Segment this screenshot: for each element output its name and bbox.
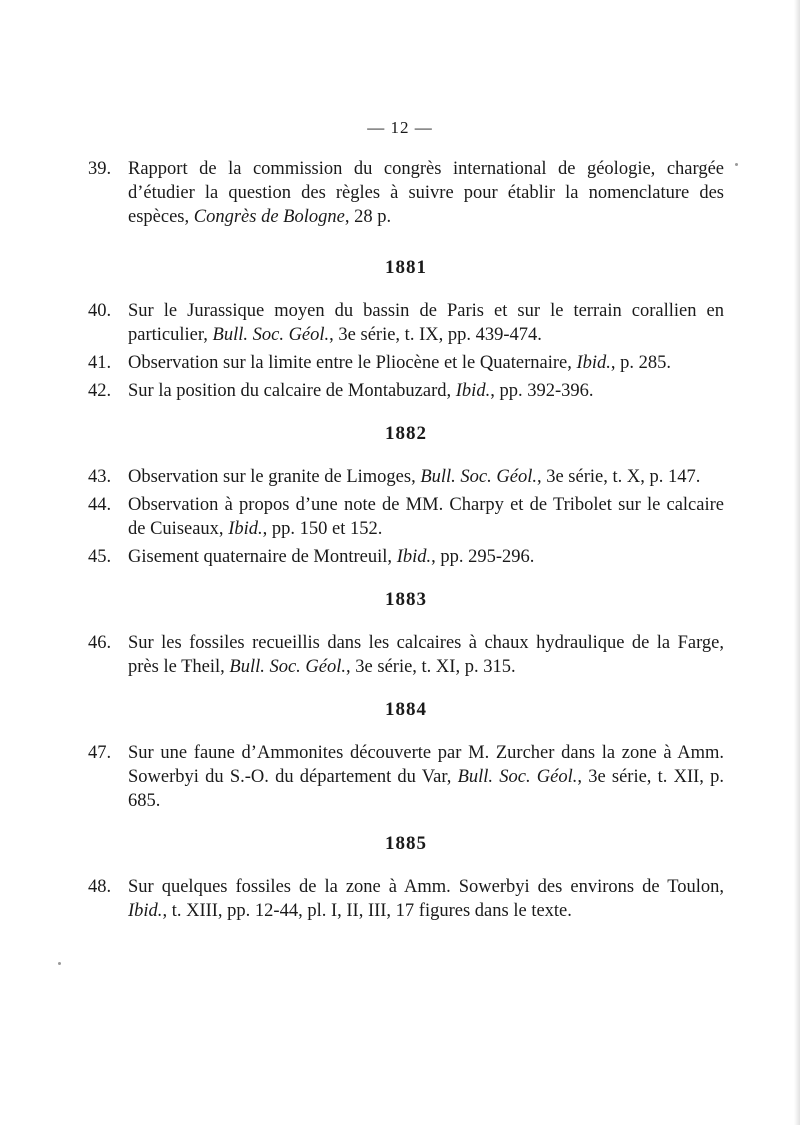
page-number: — 12 — — [367, 118, 433, 137]
entry-text-run: Sur quelques fossiles de la zone à Amm. Sowerbyi des environs de Toulon, — [128, 877, 724, 897]
entry-number: 47. — [88, 743, 112, 763]
year-heading: 1884 — [385, 699, 427, 720]
bibliography-entry — [88, 741, 724, 813]
entry-number: 44. — [88, 495, 112, 515]
bibliography-list — [88, 157, 724, 927]
paper-speck — [58, 962, 61, 965]
entry-text — [128, 351, 724, 375]
entry-number: 40. — [88, 301, 112, 321]
entry-text — [128, 875, 724, 923]
entry-text-run: Observation sur le granite de Limoges, — [128, 467, 421, 487]
entry-text — [128, 379, 724, 403]
citation-title: Ibid. — [576, 353, 611, 373]
bibliography-entry — [88, 465, 724, 489]
bibliography-entry — [88, 545, 724, 569]
bibliography-entry — [88, 631, 724, 679]
entry-text-run: , t. XIII, pp. 12-44, pl. I, II, III, 17 figures dans le texte. — [162, 901, 572, 921]
entry-text-run: Sur le Jurassique moyen du bassin de Paris et sur le terrain corallien en particulier, — [128, 301, 724, 345]
bibliography-entry — [88, 379, 724, 403]
page-edge-shadow — [794, 0, 800, 1125]
citation-title: Ibid. — [128, 901, 163, 921]
bibliography-entry — [88, 157, 724, 229]
paper-speck — [735, 163, 738, 166]
entry-text-run: Sur une faune d’Ammonites découverte par M. Zurcher dans la zone à Amm. Sowerbyi du S.-O. du département du Var, — [128, 743, 724, 787]
entry-text-run: , pp. 150 et 152. — [262, 519, 383, 539]
bibliography-entry — [88, 299, 724, 347]
entry-text-run: Rapport de la commission du congrès international de géologie, chargée d’étudier la question des règles à suivre pour établir la nomenclature des espèces, — [128, 159, 724, 227]
entry-number: 43. — [88, 467, 112, 487]
year-heading: 1885 — [385, 833, 427, 854]
citation-title: Ibid. — [396, 547, 432, 567]
entry-text-run: , 3e série, t. IX, pp. 439-474. — [329, 325, 542, 345]
entry-number: 45. — [88, 547, 112, 567]
entry-text-run: , pp. 295-296. — [431, 547, 535, 567]
entry-text-run: Gisement quaternaire de Montreuil, — [128, 547, 397, 567]
entry-text — [128, 631, 724, 679]
year-heading: 1883 — [385, 589, 427, 610]
entry-text-run: Observation à propos d’une note de MM. Charpy et de Tribolet sur le calcaire de Cuiseaux, — [128, 495, 724, 539]
year-heading: 1882 — [385, 423, 427, 444]
citation-title: Bull. Soc. Géol. — [212, 325, 330, 345]
entry-text — [128, 157, 724, 229]
entry-text — [128, 493, 724, 541]
entry-text-run: , 28 p. — [344, 207, 392, 227]
entry-text-run: , p. 285. — [610, 353, 672, 373]
entry-text — [128, 465, 724, 489]
entry-number: 41. — [88, 353, 112, 373]
bibliography-entry — [88, 351, 724, 375]
entry-text-run: , 3e série, t. X, p. 147. — [536, 467, 701, 487]
bibliography-entry — [88, 493, 724, 541]
entry-text — [128, 299, 724, 347]
citation-title: Bull. Soc. Géol. — [457, 767, 578, 787]
bibliography-entry — [88, 875, 724, 923]
entry-text-run: , 3e série, t. XI, p. 315. — [346, 657, 516, 677]
citation-title: Ibid. — [228, 519, 263, 539]
entry-text-run: , 3e série, t. XII, p. 685. — [128, 767, 724, 811]
citation-title: Bull. Soc. Géol. — [420, 467, 537, 487]
entry-text — [128, 545, 724, 569]
citation-title: Congrès de Bologne — [193, 207, 345, 227]
entry-number: 46. — [88, 633, 112, 653]
entry-text-run: Observation sur la limite entre le Pliocène et le Quaternaire, — [128, 353, 577, 373]
entry-text-run: , pp. 392-396. — [490, 381, 594, 401]
entry-text-run: Sur la position du calcaire de Montabuzard, — [128, 381, 456, 401]
year-heading: 1881 — [385, 257, 427, 278]
entry-number: 48. — [88, 877, 112, 897]
entry-number: 42. — [88, 381, 112, 401]
citation-title: Ibid. — [455, 381, 491, 401]
entry-number: 39. — [88, 159, 112, 179]
citation-title: Bull. Soc. Géol. — [229, 657, 347, 677]
entry-text-run: Sur les fossiles recueillis dans les calcaires à chaux hydraulique de la Farge, près le Theil, — [128, 633, 724, 677]
entry-text — [128, 741, 724, 813]
